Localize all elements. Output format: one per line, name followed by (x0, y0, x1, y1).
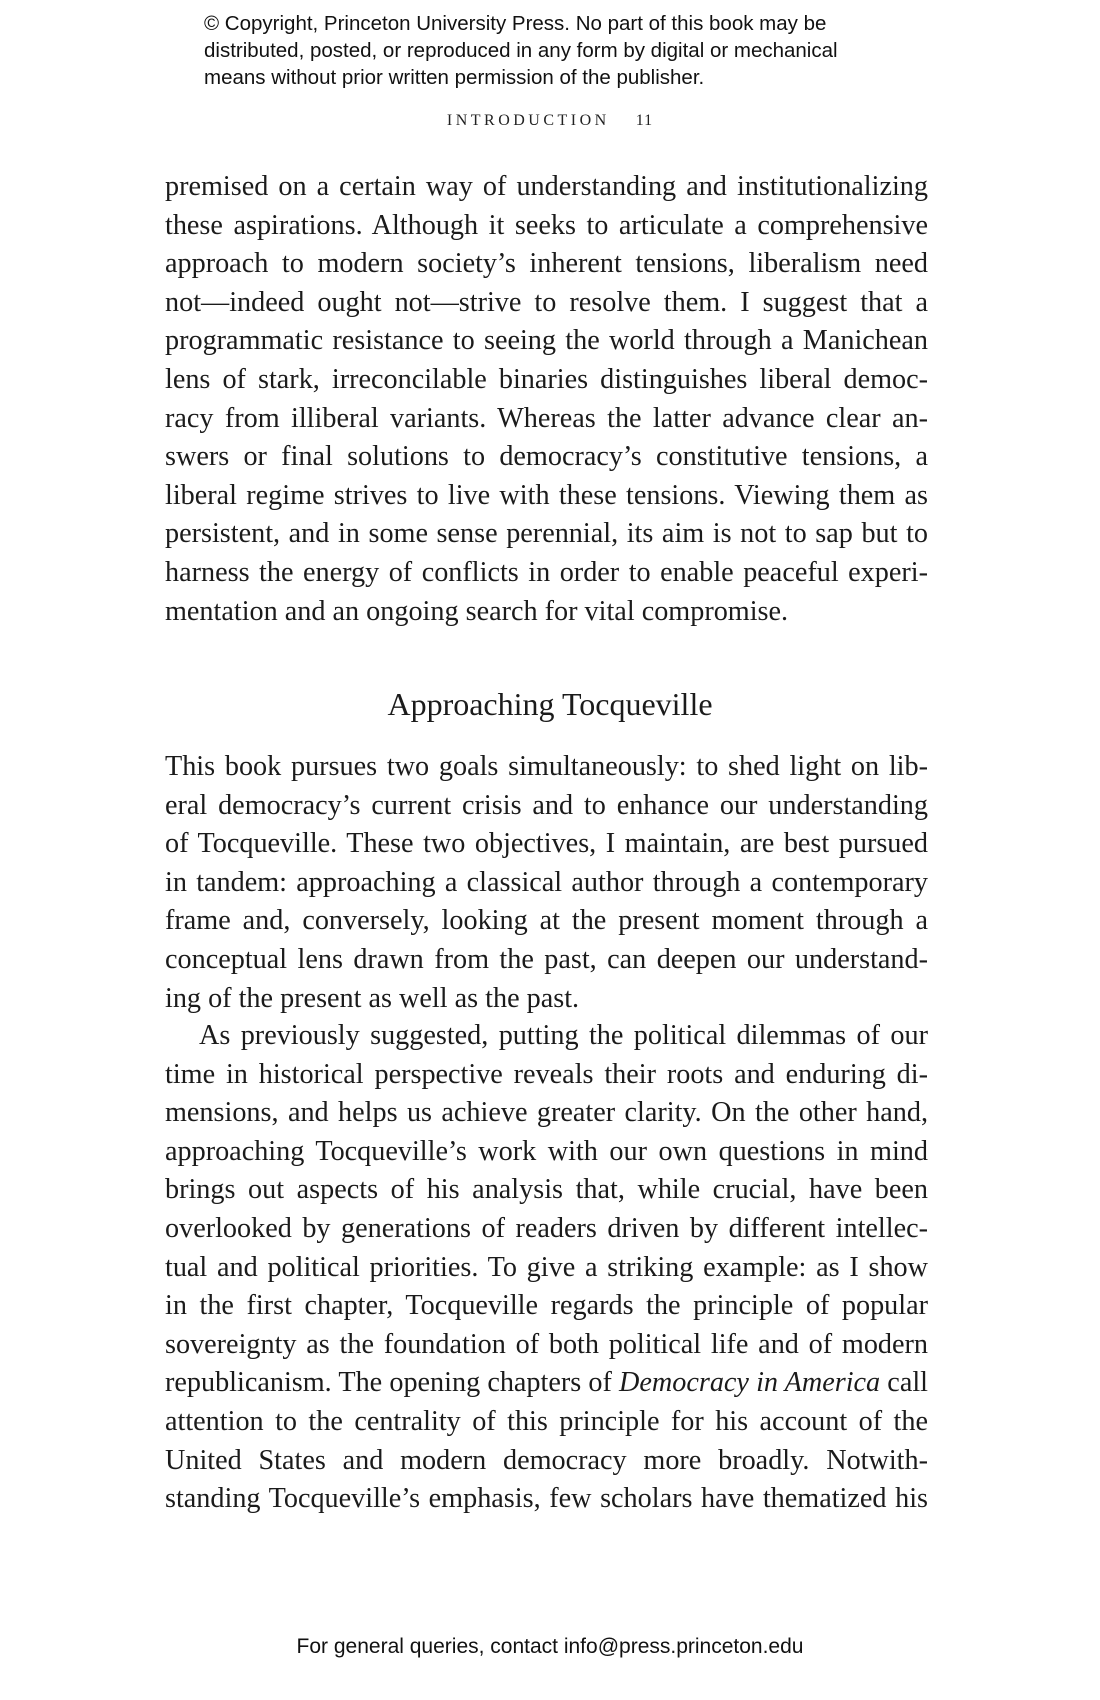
text-line: these aspirations. Although it seeks to articulate a comprehensive (165, 209, 928, 241)
paragraph-3 (165, 1017, 928, 1519)
text-line: standing Tocqueville’s emphasis, few scholars have thematized his (165, 1483, 928, 1515)
text-line: of Tocqueville. These two objectives, I maintain, are best pursued (165, 828, 928, 860)
text-line: not—indeed ought not—strive to resolve them. I suggest that a (165, 286, 928, 318)
footer-contact: For general queries, contact info@press.princeton.edu (296, 1635, 804, 1658)
paragraph-2 (165, 748, 928, 1018)
text-line: frame and, conversely, looking at the present moment through a (165, 905, 928, 937)
text-line: eral democracy’s current crisis and to enhance our understanding (165, 789, 928, 821)
book-title: Democracy in America (619, 1367, 881, 1399)
text-line: harness the energy of conflicts in order to enable peaceful experi- (165, 556, 928, 588)
text-line: approach to modern society’s inherent tensions, liberalism need (165, 248, 928, 280)
text-line: brings out aspects of his analysis that, while crucial, have been (165, 1174, 928, 1206)
copyright-line: distributed, posted, or reproduced in any form by digital or mechanical (204, 39, 838, 62)
text-line: overlooked by generations of readers driven by different intellec- (165, 1212, 928, 1244)
running-head (0, 112, 1100, 130)
line-text: republicanism. The opening chapters of (165, 1367, 620, 1399)
text-line: As previously suggested, putting the political dilemmas of our (199, 1020, 928, 1051)
text-line: conceptual lens drawn from the past, can deepen our understand- (165, 943, 928, 975)
text-line: mensions, and helps us achieve greater clarity. On the other hand, (165, 1097, 928, 1129)
line-text: call (880, 1367, 928, 1399)
text-line: programmatic resistance to seeing the world through a Manichean (165, 325, 928, 357)
text-line: in the first chapter, Tocqueville regards the principle of popular (165, 1290, 928, 1322)
text-line: attention to the centrality of this principle for his account of the (165, 1405, 928, 1437)
text-line: premised on a certain way of understanding and institutionalizing (165, 171, 928, 202)
text-line: United States and modern democracy more broadly. Notwith- (165, 1444, 928, 1476)
text-line: sovereignty as the foundation of both political life and of modern (165, 1328, 928, 1360)
text-line: mentation and an ongoing search for vital compromise. (165, 595, 789, 627)
running-head-title: INTRODUCTION (446, 112, 610, 129)
paragraph-1 (165, 168, 928, 631)
text-line: liberal regime strives to live with these tensions. Viewing them as (165, 479, 928, 511)
text-line-with-title (165, 1364, 928, 1403)
copyright-notice (204, 10, 924, 91)
text-line: racy from illiberal variants. Whereas the latter advance clear an- (165, 402, 928, 434)
text-line: ing of the present as well as the past. (165, 982, 580, 1014)
text-line: persistent, and in some sense perennial, its aim is not to sap but to (165, 518, 928, 550)
text-line: tual and political priorities. To give a striking example: as I show (165, 1251, 928, 1283)
text-line: approaching Tocqueville’s work with our own questions in mind (165, 1135, 928, 1167)
text-line: in tandem: approaching a classical author through a contemporary (165, 866, 928, 898)
text-line: time in historical perspective reveals their roots and enduring di- (165, 1058, 928, 1090)
copyright-line: © Copyright, Princeton University Press. No part of this book may be (204, 12, 827, 35)
section-heading: Approaching Tocqueville (387, 686, 713, 722)
text-line: swers or final solutions to democracy’s constitutive tensions, a (165, 441, 928, 473)
copyright-line: means without prior written permission of the publisher. (204, 66, 705, 89)
page-number: 11 (635, 112, 654, 129)
text-line: lens of stark, irreconcilable binaries distinguishes liberal democ- (165, 363, 928, 395)
text-line: This book pursues two goals simultaneously: to shed light on lib- (165, 751, 928, 782)
